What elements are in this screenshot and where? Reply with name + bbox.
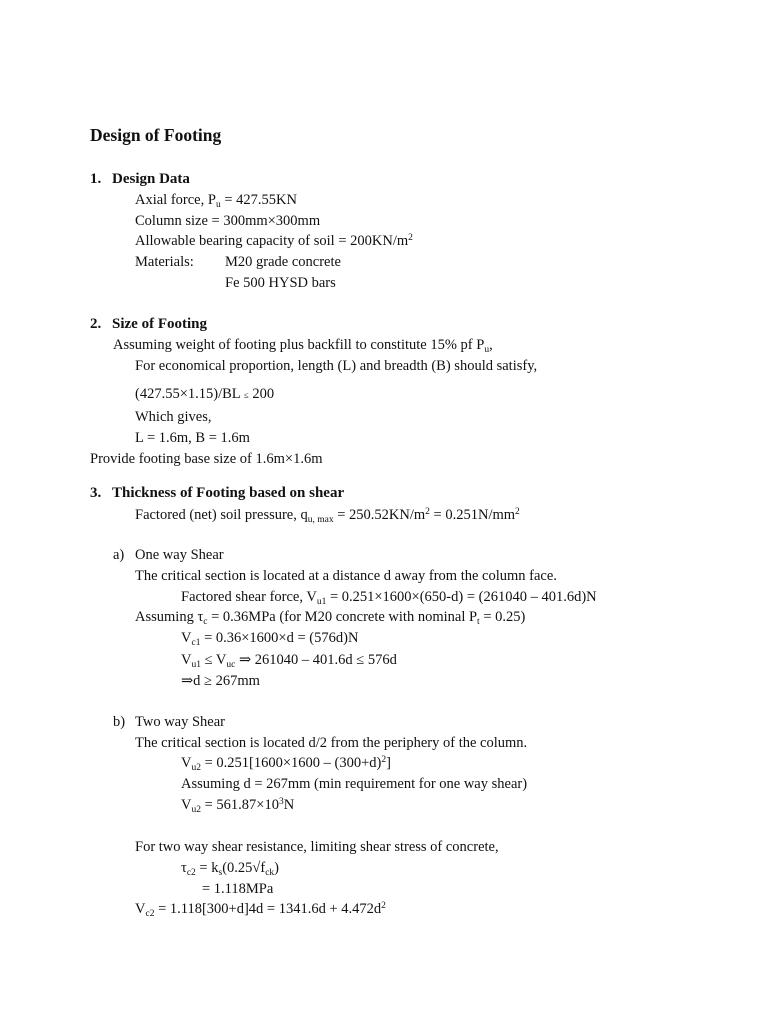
le-symbol: ≤	[243, 390, 249, 400]
provide-size-line: Provide footing base size of 1.6m×1.6m	[90, 451, 323, 467]
tau-assumption-line	[135, 608, 525, 626]
text: = 561.87×10	[200, 797, 279, 813]
item-title: Two way Shear	[135, 714, 225, 730]
text: = 0.251[1600×1600 – (300+d)	[200, 755, 382, 771]
text: = 0.251×1600×(650-d) = (261040 – 401.6d)N	[326, 589, 597, 605]
materials-label: Materials:	[135, 254, 194, 270]
assumption-line	[113, 336, 493, 354]
axial-force-line	[135, 191, 297, 209]
depth-result-line: ⇒d ≥ 267mm	[181, 673, 260, 689]
subscript: c2	[186, 868, 196, 878]
subscript: u2	[191, 805, 201, 815]
shear-force-line	[181, 588, 597, 606]
text: )	[274, 860, 279, 876]
text: Assuming τ	[135, 609, 204, 625]
subscript: u, max	[307, 515, 334, 525]
text: V	[135, 901, 146, 917]
material-steel: Fe 500 HYSD bars	[225, 275, 336, 291]
section-title: Thickness of Footing based on shear	[112, 485, 345, 501]
text: = 427.55KN	[220, 192, 297, 208]
text: = 1.118[300+d]4d = 1341.6d + 4.472d	[154, 901, 382, 917]
two-way-shear-heading	[113, 713, 225, 731]
subscript: c1	[191, 638, 201, 648]
item-label: b)	[113, 714, 126, 730]
document-title: Design of Footing	[90, 125, 222, 145]
material-concrete: M20 grade concrete	[225, 254, 341, 270]
subscript: u1	[316, 597, 327, 607]
materials-line	[135, 253, 341, 271]
text: V	[181, 755, 192, 771]
section-title: Design Data	[112, 171, 190, 187]
text: ,	[489, 337, 493, 353]
superscript: 2	[408, 233, 413, 243]
text: (0.25√f	[222, 860, 266, 876]
limiting-stress-line: For two way shear resistance, limiting shear stress of concrete,	[135, 839, 499, 855]
subscript: uc	[226, 660, 236, 670]
section-number: 3.	[90, 485, 102, 501]
tau-c2-equation	[181, 859, 279, 877]
text: Factored (net) soil pressure, q	[135, 507, 308, 523]
item-title: One way Shear	[135, 547, 224, 563]
vu2-equation	[181, 754, 391, 772]
section-title: Size of Footing	[112, 316, 207, 332]
text: V	[181, 797, 192, 813]
column-size-line: Column size = 300mm×300mm	[135, 213, 321, 229]
subscript: c2	[145, 909, 155, 919]
text: = 0.251N/mm	[429, 507, 516, 523]
superscript: 2	[381, 901, 386, 911]
text: = 0.36MPa (for M20 concrete with nominal P	[207, 609, 478, 625]
text: ]	[386, 755, 391, 771]
one-way-shear-heading	[113, 546, 224, 564]
depth-assumption-line: Assuming d = 267mm (min requirement for one way shear)	[181, 776, 528, 792]
vc1-line	[181, 629, 358, 647]
text: 200	[248, 386, 275, 402]
text: ⇒ 261040 – 401.6d ≤ 576d	[235, 652, 397, 668]
dimensions-result: L = 1.6m, B = 1.6m	[135, 430, 250, 446]
subscript: s	[218, 868, 223, 878]
section-3-heading	[90, 484, 344, 502]
soil-pressure-line	[135, 506, 520, 524]
area-equation	[135, 385, 274, 404]
section-2-heading	[90, 315, 207, 333]
subscript: c	[203, 617, 208, 627]
subscript: t	[477, 617, 480, 627]
section-1-heading	[90, 170, 190, 188]
subscript: u	[215, 200, 221, 210]
text: = 250.52KN/m	[333, 507, 426, 523]
text: Allowable bearing capacity of soil = 200KN/m	[135, 233, 409, 249]
superscript: 3	[278, 797, 284, 807]
superscript: 2	[381, 755, 387, 765]
text: = 0.36×1600×d = (576d)N	[200, 630, 359, 646]
bearing-capacity-line	[135, 232, 413, 250]
vu2-value-line	[181, 796, 294, 814]
critical-section-line: The critical section is located at a distance d away from the column face.	[135, 568, 557, 584]
text: ≤ V	[200, 652, 227, 668]
section-number: 2.	[90, 316, 102, 332]
shear-comparison-line	[181, 651, 397, 669]
text: = k	[195, 860, 219, 876]
subscript: u2	[191, 763, 201, 773]
subscript: u	[484, 345, 490, 355]
subscript: u1	[191, 660, 201, 670]
text: (427.55×1.15)/BL	[135, 386, 244, 402]
item-label: a)	[113, 547, 125, 563]
text: Assuming weight of footing plus backfill to constitute 15% pf P	[113, 337, 485, 353]
superscript: 2	[425, 507, 430, 517]
text: Axial force, P	[135, 192, 216, 208]
text: = 0.25)	[479, 609, 526, 625]
text: N	[283, 797, 295, 813]
which-gives-line: Which gives,	[135, 409, 212, 425]
section-number: 1.	[90, 171, 102, 187]
text: V	[181, 630, 192, 646]
vc2-equation	[135, 900, 386, 918]
text: Factored shear force, V	[181, 589, 317, 605]
economical-proportion-line: For economical proportion, length (L) and breadth (B) should satisfy,	[135, 358, 538, 374]
critical-section-line: The critical section is located d/2 from the periphery of the column.	[135, 735, 528, 751]
text: τ	[181, 860, 187, 876]
superscript: 2	[515, 507, 520, 517]
text: V	[181, 652, 192, 668]
tau-c2-value: = 1.118MPa	[202, 881, 274, 897]
subscript: ck	[265, 868, 275, 878]
